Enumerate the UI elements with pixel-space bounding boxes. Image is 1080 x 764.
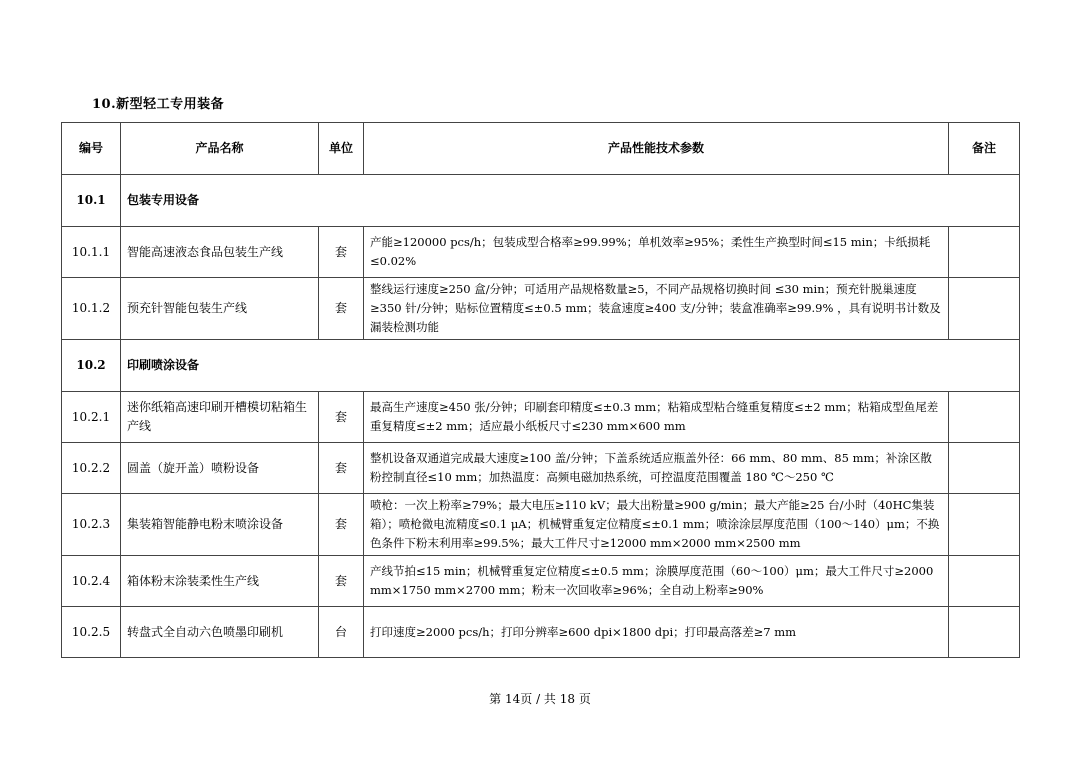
row-unit: 套 <box>319 392 364 443</box>
table-row <box>62 607 1020 658</box>
page-footer: 第 14页 / 共 18 页 <box>489 692 591 706</box>
table-header-row <box>62 123 1020 175</box>
group-code: 10.1 <box>62 175 121 227</box>
row-code: 10.2.1 <box>62 392 121 443</box>
row-params: 喷枪：一次上粉率≥79%；最大电压≥110 kV；最大出粉量≥900 g/min；最大产能≥25 台/小时（40HC集装箱）；喷枪微电流精度≤0.1 μA；机械臂重复定位精度≤±0.1 mm；喷涂涂层厚度范围（100～140）μm；不换色条件下粉末利用率≥99.5%；最大工件尺寸≥12000 mm×2000 mm×2500 mm <box>364 494 949 556</box>
section-title: 10.新型轻工专用装备 <box>92 97 225 112</box>
row-name: 圆盖（旋开盖）喷粉设备 <box>121 443 319 494</box>
header-code: 编号 <box>62 123 121 175</box>
group-code: 10.2 <box>62 340 121 392</box>
row-unit: 套 <box>319 556 364 607</box>
row-params: 整机设备双通道完成最大速度≥100 盖/分钟；下盖系统适应瓶盖外径：66 mm、80 mm、85 mm；补涂区散粉控制直径≤10 mm；加热温度：高频电磁加热系统，可控温度范围覆盖 180 ℃～250 ℃ <box>364 443 949 494</box>
row-unit: 台 <box>319 607 364 658</box>
row-params: 最高生产速度≥450 张/分钟；印刷套印精度≤±0.3 mm；粘箱成型粘合缝重复精度≤±2 mm；粘箱成型鱼尾差重复精度≤±2 mm；适应最小纸板尺寸≤230 mm×600 mm <box>364 392 949 443</box>
row-name: 箱体粉末涂装柔性生产线 <box>121 556 319 607</box>
row-name: 迷你纸箱高速印刷开槽模切粘箱生产线 <box>121 392 319 443</box>
header-name: 产品名称 <box>121 123 319 175</box>
row-note <box>949 392 1020 443</box>
table-row <box>62 392 1020 443</box>
row-params: 打印速度≥2000 pcs/h；打印分辨率≥600 dpi×1800 dpi；打印最高落差≥7 mm <box>364 607 949 658</box>
equipment-table <box>61 122 1020 658</box>
row-code: 10.2.4 <box>62 556 121 607</box>
table-row <box>62 278 1020 340</box>
row-name: 智能高速液态食品包装生产线 <box>121 227 319 278</box>
row-name: 预充针智能包装生产线 <box>121 278 319 340</box>
row-name: 集装箱智能静电粉末喷涂设备 <box>121 494 319 556</box>
row-params: 整线运行速度≥250 盒/分钟；可适用产品规格数量≥5，不同产品规格切换时间 ≤30 min；预充针脱巢速度≥350 针/分钟；贴标位置精度≤±0.5 mm；装盒速度≥400 支/分钟；装盒准确率≥99.9% ，具有说明书计数及漏装检测功能 <box>364 278 949 340</box>
row-note <box>949 278 1020 340</box>
row-note <box>949 494 1020 556</box>
header-params: 产品性能技术参数 <box>364 123 949 175</box>
row-code: 10.2.2 <box>62 443 121 494</box>
header-note: 备注 <box>949 123 1020 175</box>
row-note <box>949 227 1020 278</box>
row-params: 产线节拍≤15 min；机械臂重复定位精度≤±0.5 mm；涂膜厚度范围（60～100）μm；最大工件尺寸≥2000 mm×1750 mm×2700 mm；粉末一次回收率≥96%；全自动上粉率≥90% <box>364 556 949 607</box>
row-code: 10.2.3 <box>62 494 121 556</box>
table-row <box>62 227 1020 278</box>
row-code: 10.1.1 <box>62 227 121 278</box>
header-unit: 单位 <box>319 123 364 175</box>
row-code: 10.2.5 <box>62 607 121 658</box>
row-note <box>949 556 1020 607</box>
row-note <box>949 607 1020 658</box>
row-unit: 套 <box>319 227 364 278</box>
row-params: 产能≥120000 pcs/h；包装成型合格率≥99.99%；单机效率≥95%；柔性生产换型时间≤15 min；卡纸损耗≤0.02% <box>364 227 949 278</box>
row-name: 转盘式全自动六色喷墨印刷机 <box>121 607 319 658</box>
group-row <box>62 340 1020 392</box>
row-code: 10.1.2 <box>62 278 121 340</box>
row-note <box>949 443 1020 494</box>
row-unit: 套 <box>319 443 364 494</box>
group-row <box>62 175 1020 227</box>
row-unit: 套 <box>319 494 364 556</box>
row-unit: 套 <box>319 278 364 340</box>
group-title: 印刷喷涂设备 <box>121 340 1020 392</box>
table-row <box>62 494 1020 556</box>
group-title: 包装专用设备 <box>121 175 1020 227</box>
table-row <box>62 556 1020 607</box>
table-row <box>62 443 1020 494</box>
